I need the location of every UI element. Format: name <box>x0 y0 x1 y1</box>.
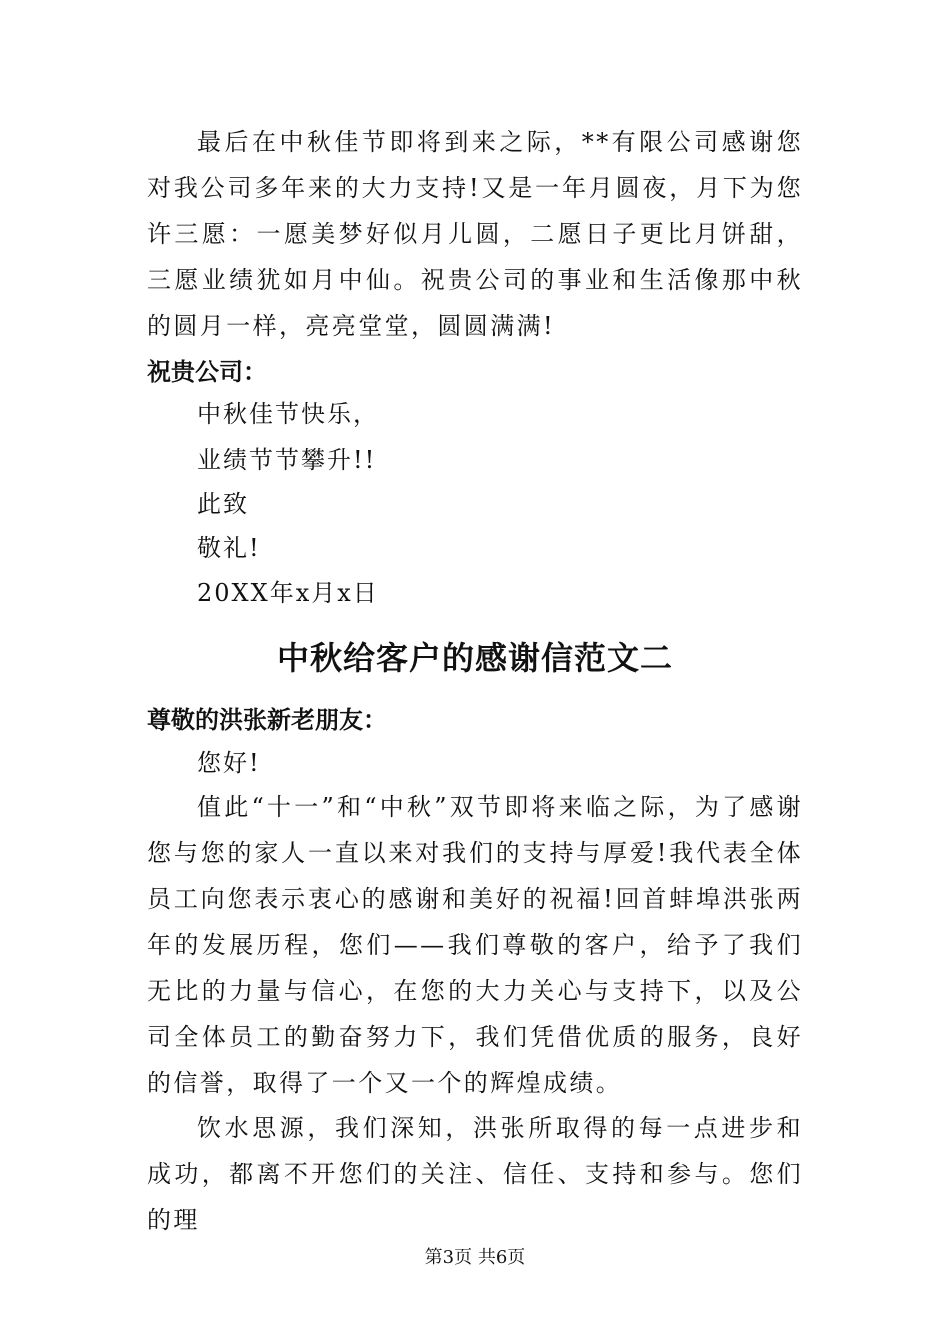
wish-line-2: 业绩节节攀升!! <box>197 446 377 474</box>
section-title: 中秋给客户的感谢信范文二 <box>276 639 673 677</box>
greeting: 尊敬的洪张新老朋友： <box>147 705 387 734</box>
letter-date: 20XX年x月x日 <box>197 579 379 607</box>
page-number-footer: 第3页 共6页 <box>424 1247 526 1268</box>
body-paragraph-2: 饮水思源，我们深知，洪张所取得的每一点进步和成功，都离不开您们的关注、信任、支持和参与。您们的理 <box>147 1114 803 1234</box>
wish-line-1: 中秋佳节快乐， <box>197 400 379 428</box>
wish-heading: 祝贵公司： <box>147 357 267 386</box>
salutation-line-1: 此致 <box>197 490 249 518</box>
body-paragraph-1: 值此“十一”和“中秋”双节即将来临之际，为了感谢您与您的家人一直以来对我们的支持与厚爱!我代表全体员工向您表示衷心的感谢和美好的祝福!回首蚌埠洪张两年的发展历程，您们——我们尊敬的客户，给予了我们无比的力量与信心，在您的大力关心与支持下，以及公司全体员工的勤奋努力下，我们凭借优质的服务，良好的信誉，取得了一个又一个的辉煌成绩。 <box>147 793 803 1097</box>
salutation-line-2: 敬礼! <box>197 534 261 562</box>
closing-paragraph: 最后在中秋佳节即将到来之际，**有限公司感谢您对我公司多年来的大力支持!又是一年月圆夜，月下为您许三愿：一愿美梦好似月儿圆，二愿日子更比月饼甜，三愿业绩犹如月中仙。祝贵公司的事业和生活像那中秋的圆月一样，亮亮堂堂，圆圆满满! <box>147 128 803 340</box>
hello-line: 您好! <box>197 749 261 777</box>
